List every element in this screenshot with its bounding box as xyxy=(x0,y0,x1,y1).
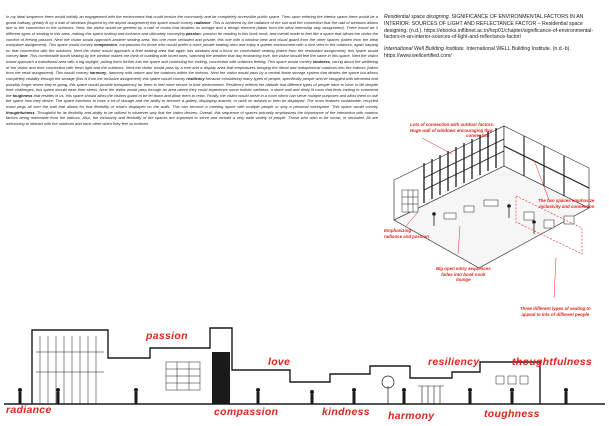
annotation-line: fades into book nook xyxy=(441,271,486,277)
reference-2-title: International Well Building Institute. xyxy=(384,46,465,53)
axonometric-drawing xyxy=(384,108,602,323)
section-bookshelf xyxy=(166,362,200,390)
annotation-line: Lots of connection with outdoor factors. xyxy=(410,122,495,127)
section-storage xyxy=(418,386,444,404)
annotation-outdoor-factors xyxy=(410,122,494,139)
essay-text-run: . This is achieved by the radiance of the sun and the connection that the wall of windows allows due to the connection to the outdoors. Next, the visitor would be greeted by a wall of books that doubles as storage and a design element (taken from the ideal internship stay assignment). There would be 3 different types of seating in this area, making this space inviting and inclusive and ultimately conveying xyxy=(6,19,378,36)
label-love: love xyxy=(268,356,291,368)
keyword-toughness: toughness xyxy=(12,92,33,98)
annotation-line: lounge xyxy=(456,277,471,283)
section-tree xyxy=(382,376,394,404)
annotation-line: inclusivity and connection xyxy=(539,203,595,209)
annotation-line: The two spaces emphasize xyxy=(538,198,595,203)
label-resiliency: resiliency xyxy=(428,356,480,368)
annotation-radiance-passion xyxy=(384,228,429,239)
annotation-line: Three different types of seating to xyxy=(520,306,591,311)
essay-text-run: - passion for reading in this book nook, and overall made to feel like a space that allows the visitor the comfort of feeling passion. Next the visitor would approach another seating area, this one more secluded and private, this one with a window view and visual guard from the other spaces (taken from the ideal workplace assignment). This space would convey xyxy=(6,30,378,48)
section-dark-panel xyxy=(212,352,230,404)
annotation-line: Huge wall of windows encouraging that xyxy=(410,127,493,133)
essay-text-run: , compassion for those who would prefer a more private seating area and enjoy a quieter environment with a nice view to the outdoors, again harping on that connection with the outdoors. Next the visitor would approach a final seating area that again has windows and a focus on comfortable seating (taken from the restaurant assignment), this space would convey xyxy=(6,42,378,59)
essay-text-run: . Thoughtful for its flexibility and ability to be utilized in whatever way that the visitor desires. Overall, this sequence of spaces primarily emphasizes the importance of the interaction with outdoor factors being noticeable from the indoors. Also, the inclusivity and flexibility of the spaces are important to serve and include a very wide variety of people. Those who wish to be social, or secluded. All are welcoming to interact with the outdoors and each other when they feel so inclined. xyxy=(6,109,378,126)
keyword-harmony: harmony xyxy=(89,70,107,76)
annotation-line: Emphasizing xyxy=(384,228,412,233)
keyword-resiliency: resiliency xyxy=(186,75,205,81)
annotation-line: connection xyxy=(466,133,490,139)
reference-1-body: SIGNIFICANCE OF ENVIRONMENTAL FACTORS IN AN INTERIOR: SOURCES OF LIGHT AND REFLECTANCE FACTOR – Residential space designing. (n.d.). https://ebooks.inflibnet.ac.in/hsp01/chapter/significance-of-environmental-factors-in-an-interior-sources-of-light-and-reflectance-factor/ xyxy=(384,14,594,41)
keyword-compassion: compassion xyxy=(94,42,117,48)
label-radiance: radiance xyxy=(6,404,52,416)
annotation-line: Big open entry sequences xyxy=(436,266,491,271)
annotation-entry-sequence xyxy=(436,266,491,283)
keyword-passion: passion xyxy=(185,30,201,36)
reference-2-body: International WELL Building Institute. (n.d.-b). https://www.wellcertified.com/ xyxy=(384,46,571,59)
keyword-thoughtfulness: thoughtfulness xyxy=(6,109,35,115)
label-kindness: kindness xyxy=(322,406,370,418)
bookshelf xyxy=(402,190,418,212)
essay-text xyxy=(6,14,378,322)
entry-window-wall xyxy=(36,336,104,404)
references xyxy=(384,14,602,65)
essay-text-run: , harmony with nature and the outdoors within the indoors. Next the visitor would pass by a central linear storage system that divides the space but allows completely visibility through the storage (this is from the inclusive assignment) this space would convey xyxy=(6,70,378,81)
essay-paragraph xyxy=(6,14,378,127)
essay-text-run: that resides in us, this space should allow the visitors guard to be let down and allow them to relax. Finally, the visitor would arrive in a room which can serve multiple purposes and allow them to use the space how they desire. The space functions to have a lot of storage and the ability to become a gallery, displaying artwork, or work on artwork to then be displayed. The room features sustainable, recycled wood pegs all over the wall that allows for that flexibility of what's displayed on the walls. This can become a meeting space with multiple people or stay a personal workspace. This space would convey xyxy=(6,92,378,109)
essay-text-run: . This comfortable booth seating by the window makes me think of cuddling with loved ones, watching the weather that day embracing love, the visitor should feel the same in this space. Next the visitor would approach a transitional area with a big skylight, pulling them further into the space and continuing the inviting, connection with outdoors feeling. This space would convey xyxy=(6,53,378,64)
reference-1 xyxy=(384,14,602,41)
essay-text-run: because considering many types of people, specifically people who've struggled with dementia and possibly forget where they're going, this space would provide transparency for them to feel more secure in their environment. Resiliency reflects the attitude that different types of people have to have in life despite their challenges, this space should ease their stress. Next the visitor would pass through an area where they could experience some holistic wellness, a stone wall and dimly lit room that feels inviting to commend the xyxy=(6,75,378,98)
reference-1-title: Residential space designing. xyxy=(384,14,451,20)
keyword-love: love xyxy=(19,53,28,59)
label-toughness: toughness xyxy=(484,408,540,420)
reference-2 xyxy=(384,46,602,60)
annotation-three-seating xyxy=(520,306,591,317)
label-harmony: harmony xyxy=(388,410,435,422)
section-gallery-frames xyxy=(496,376,528,384)
keyword-radiance: radiance xyxy=(194,19,211,25)
annotation-line: radiance and passion xyxy=(384,233,429,239)
keyword-kindness: kindness xyxy=(312,59,330,64)
essay-text-run: In my ideal sequence there would initially an engagement with the environment that could involve the community and be completely accessible public space. Then upon entering the interior space there would be a grand hallway, greatly lit by a wall of windows (inspired by the airport assignment) this space would convey xyxy=(6,14,378,25)
section-people xyxy=(18,388,568,404)
label-thoughtfulness: thoughtfulness xyxy=(512,356,593,368)
essay-text-run: , caring about the wellbeing of the visitor and their connection with fresh light and the outdoors. Next the visitor would pass by a tree and a display area that emphasizes bringing the literal and metaphorical outdoors into the indoors (taken from the retail assignment). This would convey xyxy=(6,59,378,76)
annotation-line: appeal to lots of different people xyxy=(521,311,590,317)
annotation-two-spaces xyxy=(538,198,594,209)
label-compassion: compassion xyxy=(214,406,279,418)
label-passion: passion xyxy=(146,330,188,342)
